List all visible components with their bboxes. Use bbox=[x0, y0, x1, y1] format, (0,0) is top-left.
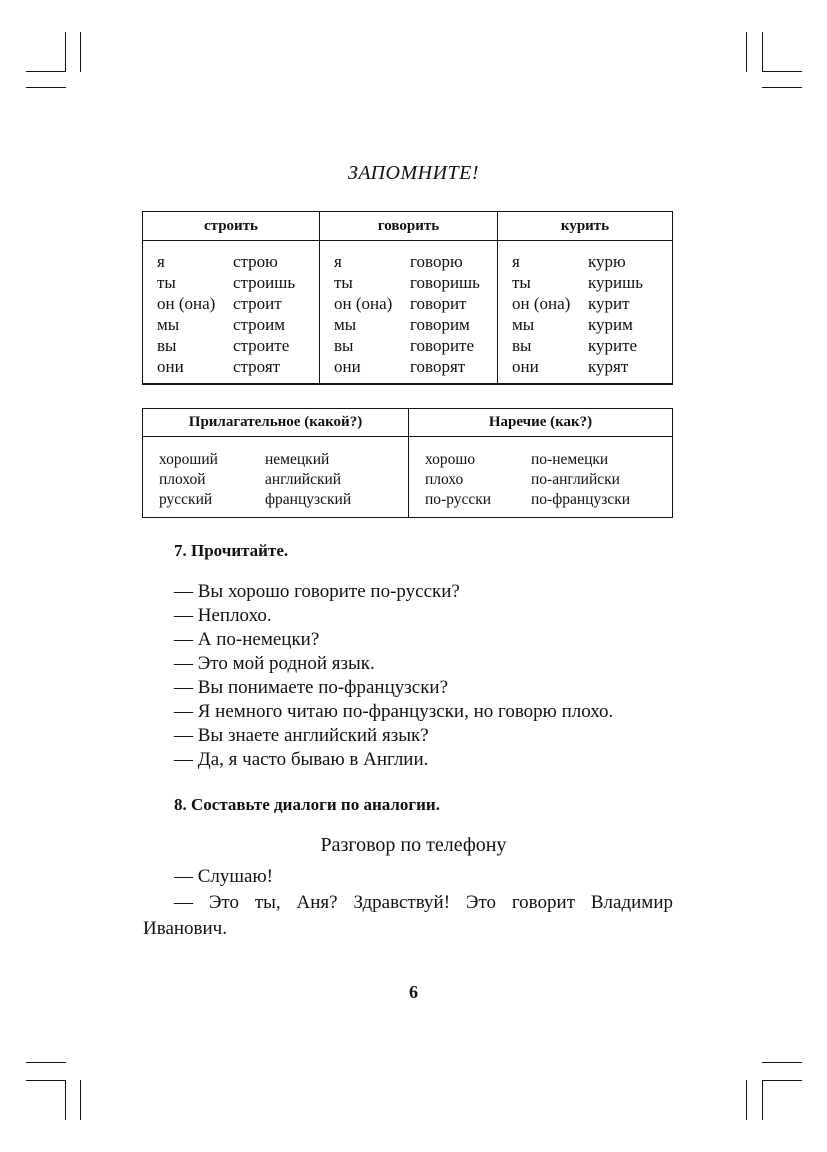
dialog-line: — Вы знаете английский язык? bbox=[174, 725, 429, 746]
verb-form: строишь bbox=[233, 273, 296, 292]
verb-form: курим bbox=[588, 315, 633, 334]
crop-mark bbox=[762, 1080, 802, 1081]
verb-form: строят bbox=[233, 357, 281, 376]
page-heading: ЗАПОМНИТЕ! bbox=[347, 162, 480, 184]
pronoun: ты bbox=[512, 273, 531, 292]
verb-form: говоришь bbox=[410, 273, 480, 292]
adverb: по-русски bbox=[425, 491, 492, 508]
task8-subtitle: Разговор по телефону bbox=[320, 834, 507, 856]
crop-mark bbox=[762, 71, 802, 72]
crop-mark bbox=[80, 1080, 81, 1120]
adjective: хороший bbox=[159, 451, 218, 468]
verb-form: строим bbox=[233, 315, 286, 334]
verb-form: говорите bbox=[410, 336, 475, 355]
verb-header: курить bbox=[498, 212, 673, 241]
pronoun: он (она) bbox=[334, 294, 393, 313]
adjective-adverb-table bbox=[142, 408, 673, 518]
pronoun: они bbox=[512, 357, 539, 376]
verb-form: курит bbox=[588, 294, 630, 313]
verb-header: строить bbox=[143, 212, 320, 241]
task8-title: 8. Составьте диалоги по аналогии. bbox=[174, 795, 440, 814]
dialog-line: — Слушаю! bbox=[174, 866, 273, 887]
dialog-line: — Это мой родной язык. bbox=[174, 653, 375, 674]
dialog-line: — Вы хорошо говорите по-русски? bbox=[174, 581, 460, 602]
verb-header: говорить bbox=[320, 212, 498, 241]
adverb: по-английски bbox=[531, 471, 620, 488]
crop-mark bbox=[26, 87, 66, 88]
crop-mark bbox=[26, 71, 66, 72]
adjective: английский bbox=[265, 471, 342, 488]
pronoun: я bbox=[334, 252, 342, 271]
adverb: по-французски bbox=[531, 491, 631, 508]
dialog-line: — Неплохо. bbox=[174, 605, 272, 626]
verb-form: строите bbox=[233, 336, 290, 355]
adjective-cell bbox=[143, 437, 409, 518]
adverb-header: Наречие (как?) bbox=[409, 409, 673, 437]
adverb-cell bbox=[409, 437, 673, 518]
crop-mark bbox=[65, 32, 66, 72]
verb-form: куришь bbox=[588, 273, 643, 292]
conjugation-table bbox=[142, 211, 673, 385]
crop-mark bbox=[65, 1080, 66, 1120]
dialog-line: — А по-немецки? bbox=[174, 629, 320, 650]
pronoun: он (она) bbox=[157, 294, 216, 313]
pronoun: они bbox=[157, 357, 184, 376]
verb-form: говорю bbox=[410, 252, 463, 271]
dialog-line: — Это ты, Аня? Здравствуй! Это говорит Владимир Иванович. bbox=[143, 892, 673, 939]
dialog-line: — Да, я часто бываю в Англии. bbox=[174, 749, 429, 770]
conjugation-cell bbox=[143, 241, 320, 385]
task8-dialog bbox=[143, 864, 673, 942]
adverb: хорошо bbox=[425, 451, 476, 468]
adjective: немецкий bbox=[265, 451, 330, 468]
pronoun: мы bbox=[512, 315, 535, 334]
pronoun: ты bbox=[157, 273, 176, 292]
pronoun: он (она) bbox=[512, 294, 571, 313]
dialog-line: — Вы понимаете по-французски? bbox=[174, 677, 449, 698]
conjugation-cell bbox=[498, 241, 673, 385]
verb-form: строит bbox=[233, 294, 282, 313]
verb-form: говорят bbox=[410, 357, 466, 376]
adverb: плохо bbox=[425, 471, 464, 488]
crop-mark bbox=[762, 32, 763, 72]
pronoun: мы bbox=[334, 315, 357, 334]
crop-mark bbox=[746, 1080, 747, 1120]
task7-dialog bbox=[174, 580, 613, 772]
pronoun: мы bbox=[157, 315, 180, 334]
verb-form: курю bbox=[588, 252, 626, 271]
verb-form: строю bbox=[233, 252, 278, 271]
page-number: 6 bbox=[409, 982, 418, 1002]
adjective: французский bbox=[265, 491, 352, 508]
dialog-line: — Я немного читаю по-французски, но говорю плохо. bbox=[174, 701, 614, 722]
pronoun: я bbox=[157, 252, 165, 271]
verb-form: говорим bbox=[410, 315, 470, 334]
adjective: русский bbox=[159, 491, 213, 508]
pronoun: вы bbox=[334, 336, 354, 355]
conjugation-cell bbox=[320, 241, 498, 385]
crop-mark bbox=[762, 87, 802, 88]
verb-form: курите bbox=[588, 336, 638, 355]
pronoun: ты bbox=[334, 273, 353, 292]
crop-mark bbox=[762, 1062, 802, 1063]
task7-title: 7. Прочитайте. bbox=[174, 541, 289, 560]
crop-mark bbox=[26, 1062, 66, 1063]
pronoun: они bbox=[334, 357, 361, 376]
crop-mark bbox=[26, 1080, 66, 1081]
crop-mark bbox=[762, 1080, 763, 1120]
verb-form: курят bbox=[588, 357, 629, 376]
pronoun: вы bbox=[512, 336, 532, 355]
crop-mark bbox=[80, 32, 81, 72]
adjective-header: Прилагательное (какой?) bbox=[143, 409, 409, 437]
adverb: по-немецки bbox=[531, 451, 609, 468]
crop-mark bbox=[746, 32, 747, 72]
adjective: плохой bbox=[159, 471, 206, 488]
verb-form: говорит bbox=[410, 294, 467, 313]
pronoun: я bbox=[512, 252, 520, 271]
pronoun: вы bbox=[157, 336, 177, 355]
